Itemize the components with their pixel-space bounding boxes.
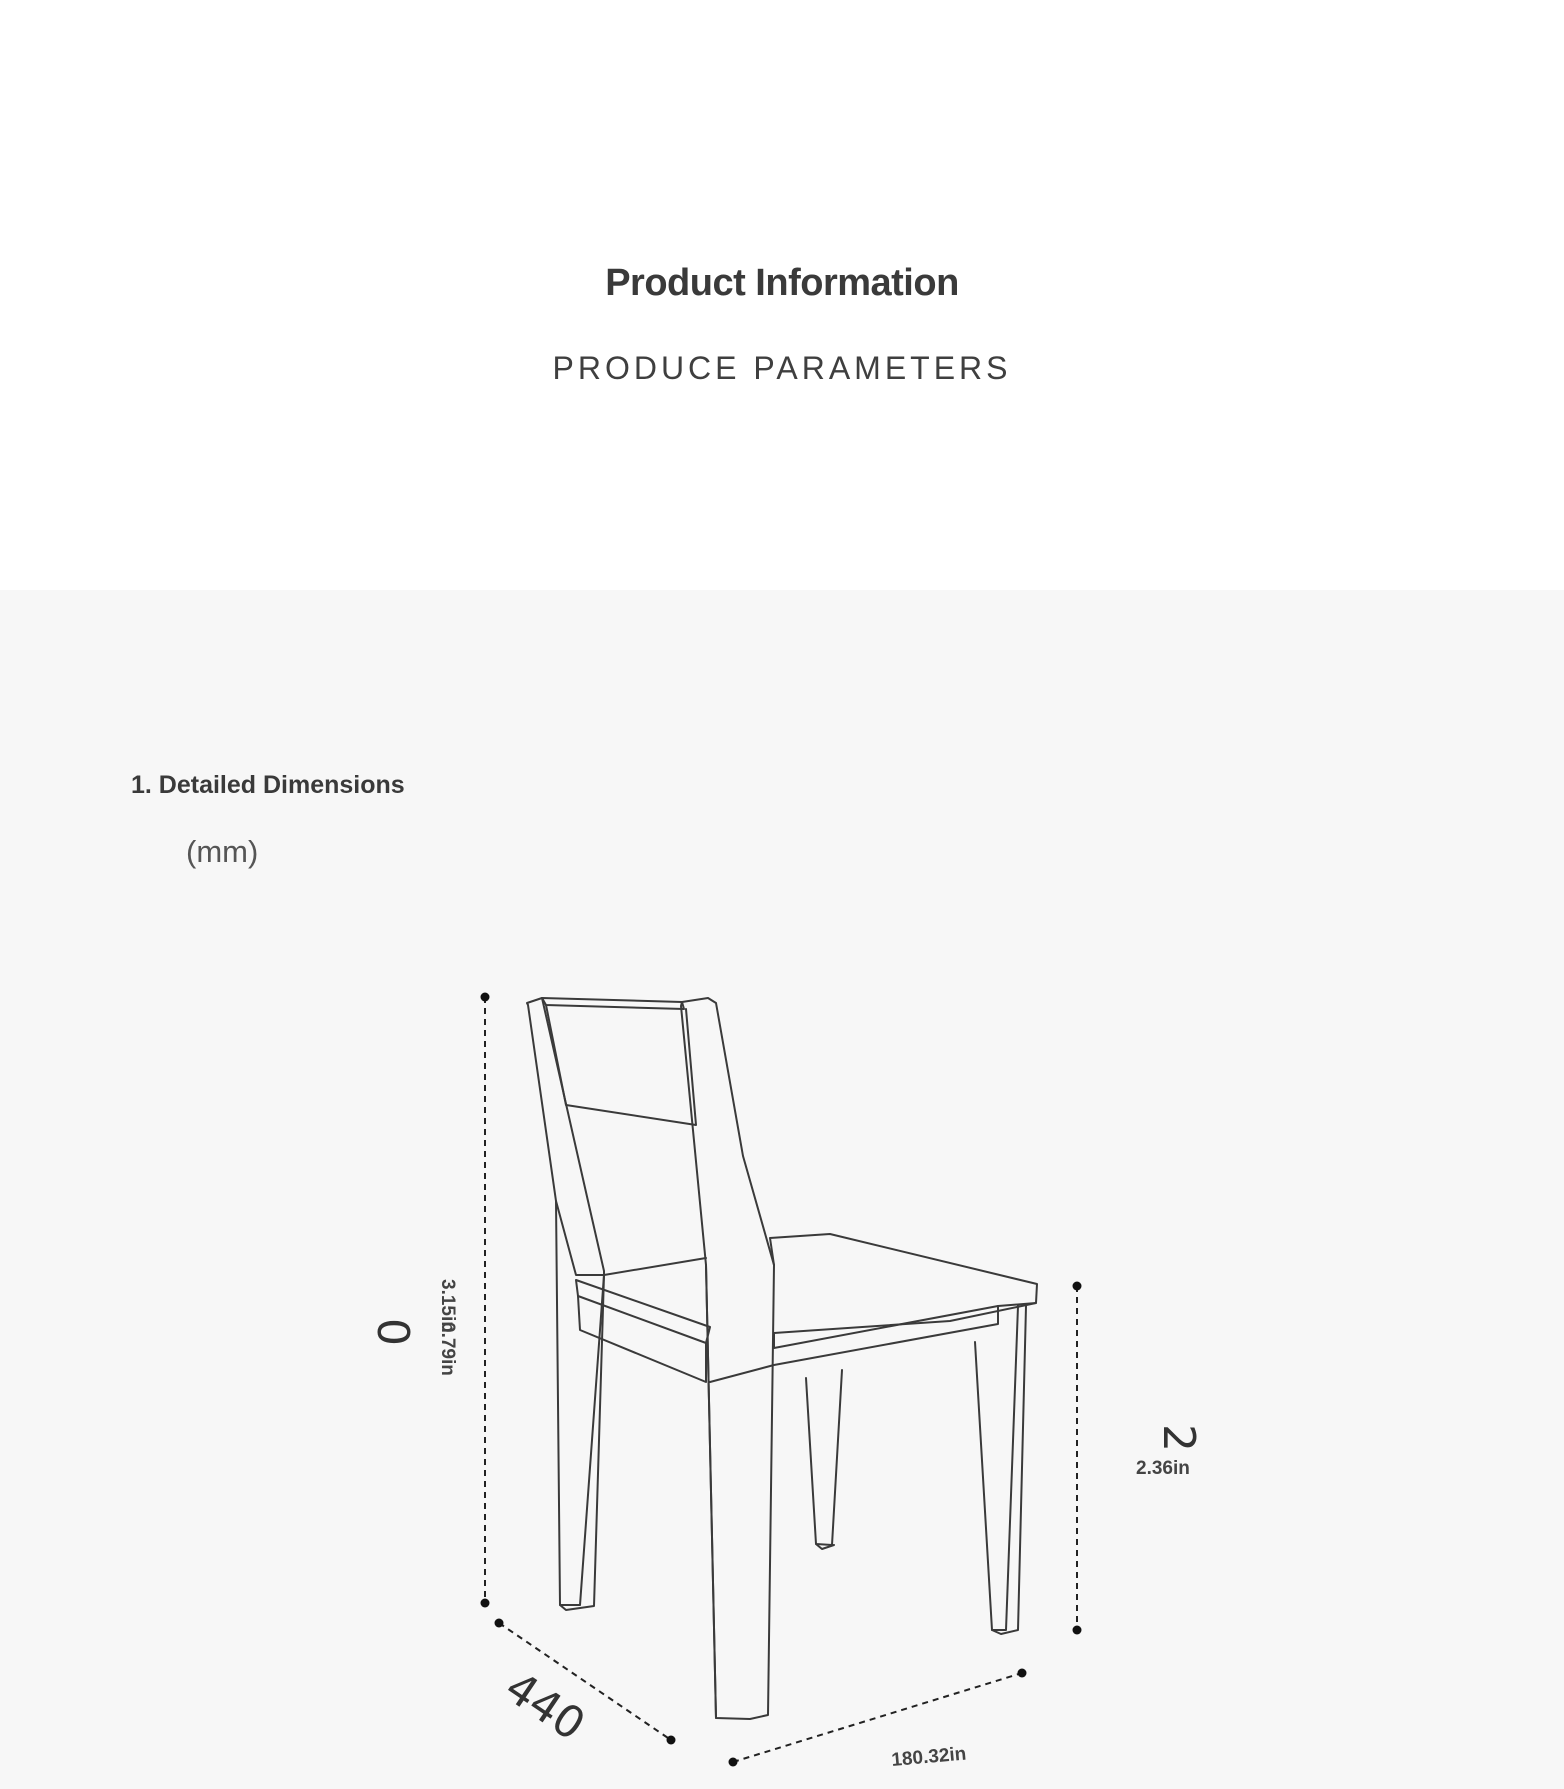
unit-label: (mm) — [186, 834, 259, 869]
seat-height-handwritten: 2 — [1153, 1424, 1204, 1452]
height-label-handwritten: 0 — [370, 1318, 421, 1346]
width-label: 180.32in — [890, 1743, 968, 1771]
seat-height-label-inches: 2.36in — [1136, 1458, 1190, 1479]
page-subtitle: PRODUCE PARAMETERS — [552, 350, 1012, 386]
chair-illustration — [527, 998, 1037, 1719]
height-label-inches-2: 0.79in — [437, 1322, 458, 1376]
dimension-endpoints — [481, 993, 1082, 1767]
depth-label: 440 — [495, 1661, 594, 1752]
width-dimension-line — [733, 1673, 1022, 1762]
page-title: Product Information — [605, 262, 959, 304]
height-label-inches: 3.15in — [437, 1279, 458, 1333]
dimension-lines — [485, 997, 1077, 1762]
section-heading: 1. Detailed Dimensions — [131, 771, 405, 799]
